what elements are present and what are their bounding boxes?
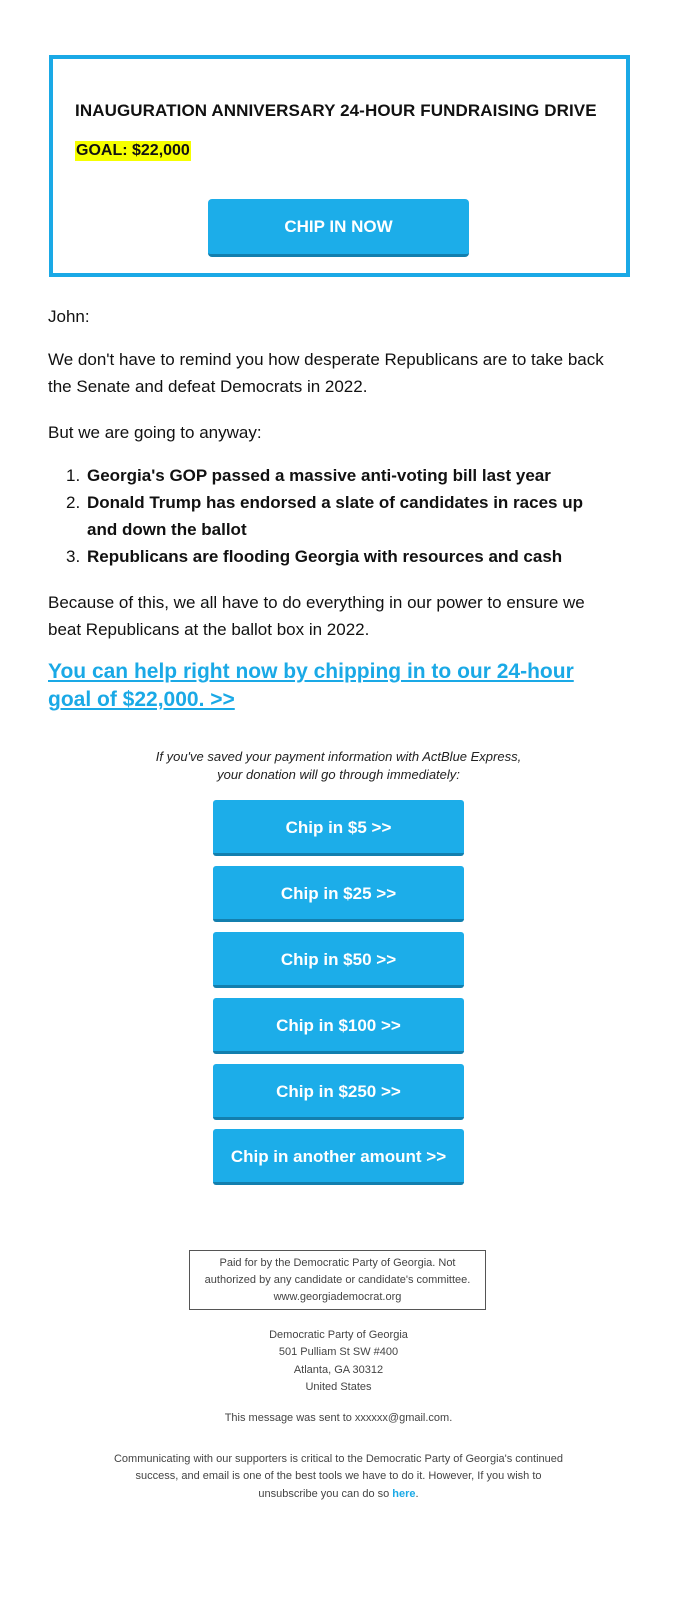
- list-item: [48, 489, 638, 543]
- disclaimer-line-2: authorized by any candidate or candidate's committee.: [204, 1274, 471, 1286]
- list-item-text: Republicans are flooding Georgia with resources and cash: [87, 547, 563, 566]
- unsubscribe-line-2: success, and email is one of the best tools we have to do it. However, If you wish to: [135, 1470, 542, 1482]
- chip-in-250-button[interactable]: Chip in $250 >>: [213, 1064, 464, 1120]
- unsubscribe-here-link[interactable]: here: [392, 1488, 416, 1500]
- disclaimer-website: www.georgiademocrat.org: [273, 1291, 402, 1303]
- reasons-list: [48, 462, 638, 570]
- org-country: United States: [305, 1381, 372, 1393]
- banner-title: INAUGURATION ANNIVERSARY 24-HOUR FUNDRAISING DRIVE: [75, 101, 597, 120]
- paragraph-3-line-2: beat Republicans at the ballot box in 2022.: [48, 620, 370, 639]
- list-item-text: Georgia's GOP passed a massive anti-voting bill last year: [87, 466, 551, 485]
- paragraph-1-line-2: the Senate and defeat Democrats in 2022.: [48, 377, 368, 396]
- chip-in-5-button[interactable]: Chip in $5 >>: [213, 800, 464, 856]
- paragraph-1-line-1: We don't have to remind you how desperate Republicans are to take back: [48, 350, 604, 369]
- unsubscribe-suffix: .: [415, 1488, 419, 1500]
- org-street: 501 Pulliam St SW #400: [278, 1346, 399, 1358]
- fundraising-banner: [49, 55, 630, 277]
- paragraph-1: [48, 346, 638, 400]
- unsubscribe-line-3: [0, 1486, 677, 1503]
- greeting: John:: [48, 307, 90, 326]
- list-number: 3.: [66, 547, 81, 566]
- paragraph-2: But we are going to anyway:: [48, 423, 262, 442]
- sent-to-notice: This message was sent to xxxxxx@gmail.com.: [224, 1412, 453, 1424]
- list-item-text: Donald Trump has endorsed a slate of candidates in races up: [87, 493, 583, 512]
- donate-cta-link[interactable]: [48, 658, 638, 714]
- paragraph-3-line-1: Because of this, we all have to do everything in our power to ensure we: [48, 593, 585, 612]
- paragraph-3: [48, 589, 638, 643]
- actblue-note-line-2: your donation will go through immediately:: [217, 767, 460, 782]
- chip-in-50-button[interactable]: Chip in $50 >>: [213, 932, 464, 988]
- goal-highlight: GOAL: $22,000: [76, 142, 190, 159]
- chip-in-other-amount-button[interactable]: Chip in another amount >>: [213, 1129, 464, 1185]
- chip-in-100-button[interactable]: Chip in $100 >>: [213, 998, 464, 1054]
- cta-line-1[interactable]: You can help right now by chipping in to our 24-hour: [48, 660, 574, 683]
- paid-for-disclaimer: [189, 1250, 486, 1310]
- org-city: Atlanta, GA 30312: [293, 1364, 384, 1376]
- org-name: Democratic Party of Georgia: [269, 1329, 408, 1341]
- list-item: [48, 543, 638, 570]
- actblue-note-line-1: If you've saved your payment information with ActBlue Express,: [155, 749, 522, 764]
- unsubscribe-line-1: Communicating with our supporters is critical to the Democratic Party of Georgia's continued: [113, 1453, 563, 1465]
- cta-line-2[interactable]: goal of $22,000. >>: [48, 688, 235, 711]
- list-number: 1.: [66, 466, 81, 485]
- list-item: [48, 462, 638, 489]
- chip-in-now-button[interactable]: CHIP IN NOW: [208, 199, 469, 257]
- chip-in-25-button[interactable]: Chip in $25 >>: [213, 866, 464, 922]
- list-number: 2.: [66, 493, 81, 512]
- unsubscribe-prefix: unsubscribe you can do so: [258, 1488, 393, 1500]
- disclaimer-line-1: Paid for by the Democratic Party of Georgia. Not: [219, 1257, 456, 1269]
- list-item-text-continued: and down the ballot: [87, 520, 247, 539]
